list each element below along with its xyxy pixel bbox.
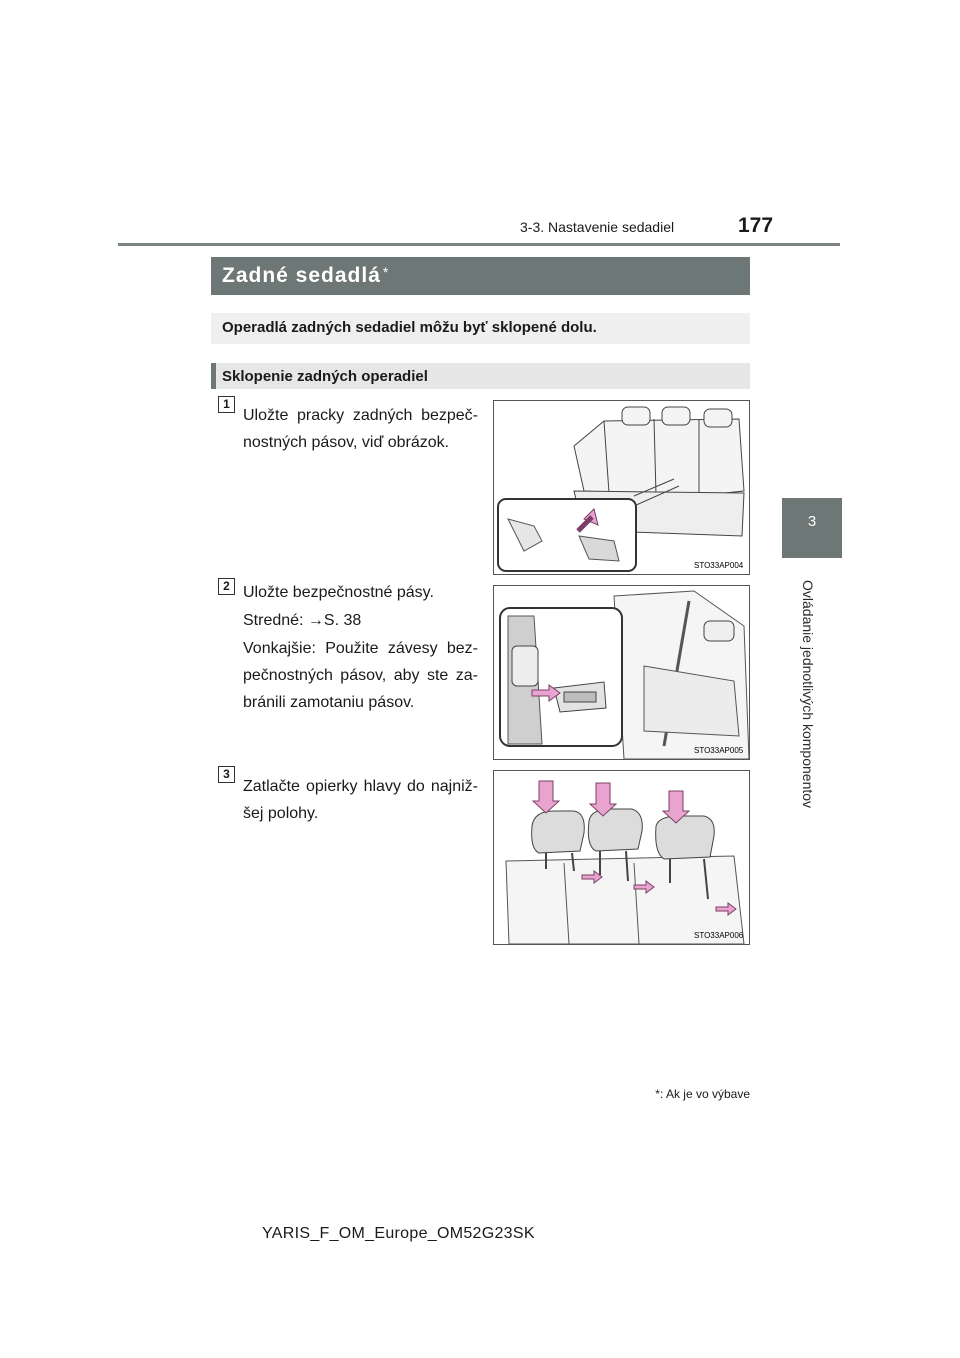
figure-caption-3: STO33AP006 bbox=[694, 931, 744, 940]
subheading: Sklopenie zadných operadiel bbox=[222, 368, 428, 385]
title-asterisk: * bbox=[382, 264, 390, 280]
step-text-2-center: Stredné: →S. 38 bbox=[243, 612, 362, 629]
step-text-1: Uložte pracky zadných bezpeč-nostných pásov, viď obrázok. bbox=[243, 407, 478, 451]
document-code: YARIS_F_OM_Europe_OM52G23SK bbox=[262, 1225, 535, 1242]
figure-1 bbox=[493, 400, 750, 575]
seatbelt-hanger-illustration bbox=[494, 586, 749, 759]
figure-3 bbox=[493, 770, 750, 945]
step-number-1: 1 bbox=[218, 396, 235, 413]
step-number-2: 2 bbox=[218, 578, 235, 595]
rear-seat-buckle-illustration bbox=[494, 401, 749, 574]
step-text-2: Uložte bezpečnostné pásy. bbox=[243, 584, 434, 601]
intro-text: Operadlá zadných sedadiel môžu byť sklopené dolu. bbox=[222, 319, 597, 336]
page-number: 177 bbox=[738, 214, 774, 237]
footnote: *: Ak je vo výbave bbox=[655, 1087, 750, 1101]
step-text-3: Zatlačte opierky hlavy do najniž-šej polohy. bbox=[243, 778, 478, 822]
chapter-number: 3 bbox=[807, 513, 817, 530]
figure-2 bbox=[493, 585, 750, 760]
figure-caption-1: STO33AP004 bbox=[694, 561, 744, 570]
chapter-label: Ovládanie jednotlivých komponentov bbox=[800, 580, 816, 809]
step-text-2-outer: Vonkajšie: Použite závesy bez-pečnostných pásov, aby ste za-bránili zamotaniu pásov. bbox=[243, 640, 478, 711]
step-number-3: 3 bbox=[218, 766, 235, 783]
section-title: 3-3. Nastavenie sedadiel bbox=[520, 219, 675, 235]
headrest-lower-illustration bbox=[494, 771, 749, 944]
page-title bbox=[222, 264, 389, 288]
header-rule bbox=[118, 243, 840, 246]
figure-caption-2: STO33AP005 bbox=[694, 746, 744, 755]
title-text: Zadné sedadlá bbox=[222, 264, 381, 287]
